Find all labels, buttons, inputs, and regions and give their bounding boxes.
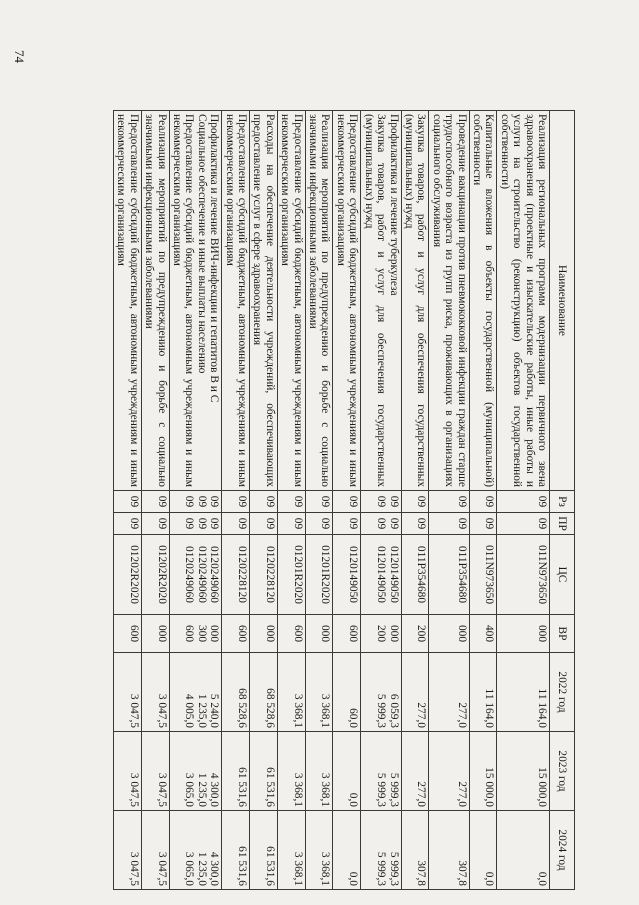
cell-line: 3 368,1 [319, 851, 332, 886]
table-cell-vr [305, 615, 333, 653]
cell-line: 3 047,5 [127, 772, 140, 807]
cell-line: 09 [183, 517, 196, 530]
cell-line: 000 [536, 624, 548, 643]
table-cell-name [114, 111, 142, 491]
table-cell-pr [250, 513, 278, 535]
table-cell-2024 [114, 811, 142, 890]
cell-line: 277,0 [415, 702, 428, 728]
cell-line: 5 999,3 [375, 772, 388, 807]
cell-line: Предоставление субсидий бюджетным, автономным учреждениям и иным некоммерческим организациям [115, 114, 140, 487]
rotated-page [95, 110, 575, 890]
cell-line: 011N973650 [536, 544, 548, 605]
table-cell-2024 [361, 811, 401, 890]
cell-line: 000 [387, 624, 400, 643]
cell-line: 1 235,0 [195, 693, 208, 728]
cell-line: 09 [208, 495, 221, 508]
table-cell-rz [429, 491, 469, 513]
table-cell-pr [222, 513, 250, 535]
cell-line: 15 000,0 [536, 767, 548, 807]
table-row [333, 111, 361, 890]
table-cell-rz [497, 491, 550, 513]
header-cs: ЦС [550, 535, 575, 615]
table-cell-2024 [333, 811, 361, 890]
table-cell-name [277, 111, 305, 491]
cell-line: Предоставление субсидий бюджетным, автономным учреждениям и иным некоммерческим организациям [334, 114, 360, 487]
table-cell-2022 [222, 653, 250, 732]
cell-line: 0120228120 [236, 546, 249, 603]
table-cell-vr [333, 615, 361, 653]
cell-line: 09 [208, 517, 221, 530]
cell-line: 09 [387, 517, 400, 530]
table-row [361, 111, 401, 890]
cell-line: 09 [183, 495, 196, 508]
table-cell-2023 [361, 732, 401, 811]
cell-line: 60,0 [347, 708, 360, 728]
header-year-2023: 2023 год [550, 732, 575, 811]
cell-line: 5 999,3 [387, 772, 400, 807]
cell-line: 1 235,0 [195, 851, 208, 886]
cell-line: 0,0 [483, 871, 496, 886]
table-cell-rz [222, 491, 250, 513]
cell-line: 11 164,0 [483, 688, 496, 728]
cell-line: Предоставление субсидий бюджетным, автономным учреждениям и иным некоммерческим организациям [223, 114, 249, 487]
cell-line: 277,0 [455, 702, 468, 728]
table-body [114, 111, 550, 890]
cell-line: 5 999,3 [387, 851, 400, 886]
cell-line: 5 240,0 [208, 693, 221, 728]
table-row [429, 111, 469, 890]
cell-line: 3 368,1 [291, 772, 304, 807]
cell-line: Закупка товаров, работ и услуг для обеспечения государственных (муниципальных) нужд [362, 114, 388, 487]
cell-line: 000 [319, 624, 332, 643]
cell-line: 0120228120 [263, 546, 276, 603]
table-cell-2023 [114, 732, 142, 811]
cell-line: 0120149050 [375, 546, 388, 603]
cell-line: 09 [195, 495, 208, 508]
cell-line: 61 531,6 [263, 846, 276, 886]
table-cell-2022 [497, 653, 550, 732]
table-cell-rz [169, 491, 222, 513]
cell-line: 0120249060 [183, 546, 196, 603]
cell-line: Реализация мероприятий по предупреждению и борьбе с социально значимыми инфекционными заболеваниями [143, 114, 168, 487]
table-cell-name [305, 111, 333, 491]
cell-line: 09 [415, 517, 428, 530]
table-row [222, 111, 250, 890]
table-cell-name [141, 111, 169, 491]
cell-line: 09 [536, 495, 548, 508]
table-cell-vr [114, 615, 142, 653]
cell-line: 0120149050 [347, 546, 360, 603]
cell-line: 277,0 [415, 781, 428, 807]
table-cell-2022 [305, 653, 333, 732]
cell-line: 4 005,0 [183, 693, 196, 728]
cell-line: 09 [455, 495, 468, 508]
table-cell-name [169, 111, 222, 491]
table-cell-vr [141, 615, 169, 653]
table-cell-cs [169, 535, 222, 615]
table-cell-vr [222, 615, 250, 653]
table-cell-2023 [305, 732, 333, 811]
cell-line: 09 [263, 517, 276, 530]
table-cell-cs [114, 535, 142, 615]
cell-line: 09 [236, 495, 249, 508]
table-row [250, 111, 278, 890]
cell-line: 09 [483, 517, 496, 530]
table-cell-2022 [469, 653, 497, 732]
cell-line: 15 000,0 [483, 767, 496, 807]
table-cell-pr [114, 513, 142, 535]
header-vr: ВР [550, 615, 575, 653]
cell-line: 3 047,5 [127, 851, 140, 886]
table-cell-2022 [401, 653, 429, 732]
table-cell-rz [361, 491, 401, 513]
table-cell-name [361, 111, 401, 491]
cell-line: 09 [536, 517, 548, 530]
cell-line: 09 [155, 495, 168, 508]
cell-line: 000 [263, 624, 276, 643]
table-cell-rz [114, 491, 142, 513]
table-cell-2024 [305, 811, 333, 890]
cell-line: Профилактика и лечение ВИЧ-инфекции и гепатитов В и С [208, 114, 221, 403]
table-cell-pr [169, 513, 222, 535]
cell-line: 200 [375, 624, 388, 643]
cell-line: 600 [183, 624, 196, 643]
table-cell-rz [469, 491, 497, 513]
cell-line: 0120149050 [387, 546, 400, 603]
table-cell-cs [277, 535, 305, 615]
cell-line: 400 [483, 624, 496, 643]
cell-line: 307,8 [455, 860, 468, 886]
cell-line: 09 [236, 517, 249, 530]
table-cell-cs [401, 535, 429, 615]
cell-line: 09 [375, 495, 388, 508]
table-cell-2024 [429, 811, 469, 890]
table-cell-vr [169, 615, 222, 653]
table-cell-pr [429, 513, 469, 535]
cell-line: 3 368,1 [291, 851, 304, 886]
table-cell-rz [401, 491, 429, 513]
cell-line: 6 059,3 [387, 693, 400, 728]
cell-line: Профилактика и лечение туберкулеза [387, 114, 400, 296]
cell-line: 000 [455, 624, 468, 643]
header-rz: Рз [550, 491, 575, 513]
table-cell-2023 [222, 732, 250, 811]
table-cell-2024 [141, 811, 169, 890]
cell-line: 307,8 [415, 860, 428, 886]
cell-line: 09 [319, 495, 332, 508]
cell-line: 01202R2020 [155, 545, 168, 604]
table-cell-2024 [497, 811, 550, 890]
cell-line: 011N973650 [483, 544, 496, 605]
table-cell-2023 [141, 732, 169, 811]
table-cell-2023 [497, 732, 550, 811]
cell-line: 09 [319, 517, 332, 530]
cell-line: 600 [127, 624, 140, 643]
cell-line: 09 [415, 495, 428, 508]
table-cell-pr [401, 513, 429, 535]
table-cell-rz [141, 491, 169, 513]
cell-line: Проведение вакцинации против пневмококковой инфекции граждан старше трудоспособного возраста из групп риска, проживающих в организациях социального обслуживания [430, 114, 468, 487]
table-cell-2022 [114, 653, 142, 732]
cell-line: 11 164,0 [536, 688, 548, 728]
header-year-2024: 2024 год [550, 811, 575, 890]
budget-table [113, 110, 575, 890]
table-cell-2022 [277, 653, 305, 732]
table-cell-rz [277, 491, 305, 513]
table-cell-name [333, 111, 361, 491]
cell-line: 09 [347, 495, 360, 508]
cell-line: 09 [127, 517, 140, 530]
table-cell-name [222, 111, 250, 491]
table-cell-2022 [361, 653, 401, 732]
cell-line: 0120249060 [208, 546, 221, 603]
cell-line: 600 [347, 624, 360, 643]
table-cell-pr [141, 513, 169, 535]
cell-line: 09 [375, 517, 388, 530]
cell-line: 3 065,0 [183, 851, 196, 886]
cell-line: Предоставление субсидий бюджетным, автономным учреждениям и иным некоммерческим организациям [279, 114, 304, 487]
table-cell-2023 [401, 732, 429, 811]
cell-line: 3 368,1 [319, 693, 332, 728]
cell-line: 277,0 [455, 781, 468, 807]
table-cell-2024 [250, 811, 278, 890]
table-cell-2024 [169, 811, 222, 890]
cell-line: 3 065,0 [183, 772, 196, 807]
cell-line: 600 [291, 624, 304, 643]
table-cell-name [497, 111, 550, 491]
cell-line: 3 047,5 [155, 772, 168, 807]
table-cell-cs [361, 535, 401, 615]
cell-line: 4 300,0 [208, 851, 221, 886]
cell-line: 09 [291, 495, 304, 508]
cell-line: 600 [236, 624, 249, 643]
page-number: 74 [12, 50, 27, 63]
table-row [277, 111, 305, 890]
cell-line: 09 [455, 517, 468, 530]
table-cell-2023 [429, 732, 469, 811]
table-cell-2024 [469, 811, 497, 890]
cell-line: 01202R2020 [127, 545, 140, 604]
table-row [305, 111, 333, 890]
table-row [401, 111, 429, 890]
cell-line: 3 047,5 [155, 693, 168, 728]
cell-line: Предоставление субсидий бюджетным, автономным учреждениям и иным некоммерческим организациям [171, 114, 196, 487]
cell-line: 0,0 [347, 792, 360, 807]
table-cell-cs [222, 535, 250, 615]
cell-line: 68 528,6 [236, 688, 249, 728]
table-cell-vr [277, 615, 305, 653]
table-cell-cs [429, 535, 469, 615]
cell-line: 09 [127, 495, 140, 508]
cell-line: 09 [155, 517, 168, 530]
cell-line: 0,0 [536, 871, 548, 886]
table-cell-2023 [333, 732, 361, 811]
cell-line: 0120249060 [195, 546, 208, 603]
cell-line: 09 [347, 517, 360, 530]
cell-line: Закупка товаров, работ и услуг для обеспечения государственных (муниципальных) нужд [402, 114, 428, 487]
table-cell-cs [333, 535, 361, 615]
cell-line: 011P354680 [415, 545, 428, 604]
cell-line: 1 235,0 [195, 772, 208, 807]
table-cell-pr [333, 513, 361, 535]
table-cell-rz [333, 491, 361, 513]
table-cell-2023 [277, 732, 305, 811]
table-cell-2023 [250, 732, 278, 811]
cell-line: 01201R2020 [319, 545, 332, 604]
table-cell-pr [497, 513, 550, 535]
table-cell-vr [429, 615, 469, 653]
table-cell-2023 [169, 732, 222, 811]
cell-line: 4 300,0 [208, 772, 221, 807]
cell-line: 0,0 [347, 871, 360, 886]
cell-line: Капитальные вложения в объекты государственной (муниципальной) собственности [470, 114, 496, 487]
table-cell-rz [250, 491, 278, 513]
cell-line: 300 [195, 624, 208, 643]
cell-line: Реализация мероприятий по предупреждению и борьбе с социально значимыми инфекционными заболеваниями [307, 114, 332, 487]
table-cell-2022 [141, 653, 169, 732]
table-cell-2023 [469, 732, 497, 811]
cell-line: 61 531,6 [236, 767, 249, 807]
cell-line: 68 528,6 [263, 688, 276, 728]
table-row [169, 111, 222, 890]
table-cell-vr [469, 615, 497, 653]
table-row [469, 111, 497, 890]
table-cell-cs [250, 535, 278, 615]
table-cell-cs [141, 535, 169, 615]
cell-line: 09 [291, 517, 304, 530]
cell-line: Реализация региональных программ модернизации первичного звена здравоохранения (проектные и изыскательские работы, иные работы и услуги на строительство (реконструкцию) объектов государственной собственности) [498, 114, 548, 487]
table-cell-2022 [333, 653, 361, 732]
table-cell-cs [469, 535, 497, 615]
table-row [497, 111, 550, 890]
cell-line: 3 047,5 [127, 693, 140, 728]
table-cell-name [429, 111, 469, 491]
cell-line: 61 531,6 [263, 767, 276, 807]
table-cell-name [469, 111, 497, 491]
table-cell-pr [277, 513, 305, 535]
cell-line: 09 [263, 495, 276, 508]
cell-line: 3 368,1 [319, 772, 332, 807]
table-cell-name [401, 111, 429, 491]
table-cell-2022 [169, 653, 222, 732]
table-cell-cs [497, 535, 550, 615]
cell-line: Расходы на обеспечение деятельности учреждений, обеспечивающих предоставление услуг в сфере здравоохранения [251, 114, 276, 487]
table-cell-pr [469, 513, 497, 535]
table-cell-2024 [277, 811, 305, 890]
table-row [141, 111, 169, 890]
cell-line: 09 [195, 517, 208, 530]
cell-line: 3 368,1 [291, 693, 304, 728]
table-cell-vr [250, 615, 278, 653]
table-cell-2024 [222, 811, 250, 890]
cell-line: 09 [483, 495, 496, 508]
header-pr: ПР [550, 513, 575, 535]
cell-line: 000 [208, 624, 221, 643]
cell-line: 61 531,6 [236, 846, 249, 886]
header-year-2022: 2022 год [550, 653, 575, 732]
table-cell-name [250, 111, 278, 491]
cell-line: 200 [415, 624, 428, 643]
table-cell-vr [497, 615, 550, 653]
cell-line: Социальное обеспечение и иные выплаты населению [195, 114, 208, 374]
table-cell-2022 [250, 653, 278, 732]
header-name: Наименование [550, 111, 575, 491]
cell-line: 01201R2020 [291, 545, 304, 604]
cell-line: 5 999,3 [375, 851, 388, 886]
table-row [114, 111, 142, 890]
table-cell-2024 [401, 811, 429, 890]
cell-line: 09 [387, 495, 400, 508]
table-cell-vr [401, 615, 429, 653]
cell-line: 5 999,3 [375, 693, 388, 728]
table-header-row [550, 111, 575, 890]
table-cell-2022 [429, 653, 469, 732]
cell-line: 3 047,5 [155, 851, 168, 886]
cell-line: 000 [155, 624, 168, 643]
table-cell-pr [305, 513, 333, 535]
cell-line: 011P354680 [455, 545, 468, 604]
table-cell-rz [305, 491, 333, 513]
table-cell-vr [361, 615, 401, 653]
table-cell-pr [361, 513, 401, 535]
table-cell-cs [305, 535, 333, 615]
